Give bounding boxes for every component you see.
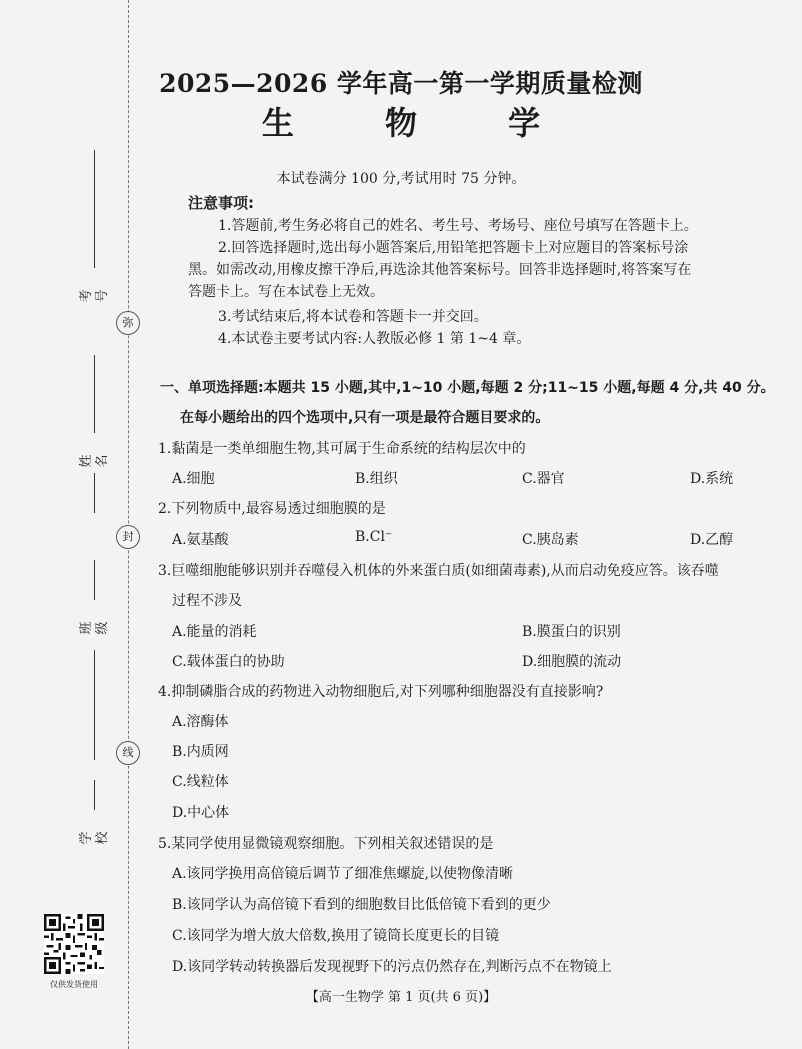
qr-code [44,914,104,974]
exam-info: 本试卷满分 100 分,考试用时 75 分钟。 [276,171,526,187]
notice-item: 2.回答选择题时,选出每小题答案后,用铅笔把答题卡上对应题目的答案标号涂 [218,240,689,256]
notice-item: 4.本试卷主要考试内容:人教版必修 1 第 1~4 章。 [218,331,531,347]
option-a[interactable]: A.该同学换用高倍镜后调节了细准焦螺旋,以使物像清晰 [172,866,514,882]
option-d[interactable]: D.该同学转动转换器后发现视野下的污点仍然存在,判断污点不在物镜上 [172,959,612,975]
question-stem: 3.巨噬细胞能够识别并吞噬侵入机体的外来蛋白质(如细菌毒素),从而启动免疫应答。该吞噬 [158,563,719,579]
option-b[interactable]: B.该同学认为高倍镜下看到的细胞数目比低倍镜下看到的更少 [172,897,551,913]
section-title: 一、单项选择题:本题共 15 小题,其中,1~10 小题,每题 2 分;11~15 小题,每题 4 分,共 40 分。 [160,380,775,396]
question-stem-continued: 过程不涉及 [172,593,242,609]
field-label: 姓名 [79,454,110,468]
option-b[interactable]: B.组织 [355,471,398,487]
option-c[interactable]: C.器官 [522,471,565,487]
field-line [94,650,95,760]
question-stem: 5.某同学使用显微镜观察细胞。下列相关叙述错误的是 [158,836,494,852]
notice-item: 黑。如需改动,用橡皮擦干净后,再选涂其他答案标号。回答非选择题时,将答案写在 [188,262,692,278]
exam-title: 2025—2026 学年高一第一学期质量检测 [159,69,643,98]
option-d[interactable]: D.中心体 [172,805,230,821]
section-subtitle: 在每小题给出的四个选项中,只有一项是最符合题目要求的。 [180,410,550,426]
field-school[interactable] [79,780,110,870]
field-line [94,560,95,600]
option-a[interactable]: A.能量的消耗 [172,624,257,640]
field-label: 考号 [79,289,110,303]
seal-feng: 封 [116,525,140,549]
option-a[interactable]: A.氨基酸 [172,532,229,548]
option-d[interactable]: D.系统 [690,471,734,487]
field-line [94,473,95,513]
question-stem: 4.抑制磷脂合成的药物进入动物细胞后,对下列哪种细胞器没有直接影响? [158,684,604,700]
field-label: 学校 [79,831,110,845]
field-line [94,355,95,433]
page-footer: 【高一生物学 第 1 页(共 6 页)】 [305,990,497,1005]
question-stem: 2.下列物质中,最容易透过细胞膜的是 [158,501,386,517]
seal-xian: 线 [116,741,140,765]
seal-mi: 弥 [116,311,140,335]
notice-item: 3.考试结束后,将本试卷和答题卡一并交回。 [218,309,488,325]
option-c[interactable]: C.胰岛素 [522,532,579,548]
notice-item: 答题卡上。写在本试卷上无效。 [188,284,384,300]
option-b[interactable]: B.内质网 [172,744,229,760]
field-label: 班级 [79,621,110,635]
question-stem: 1.黏菌是一类单细胞生物,其可属于生命系统的结构层次中的 [158,441,526,457]
option-d[interactable]: D.细胞膜的流动 [522,654,622,670]
option-c[interactable]: C.该同学为增大放大倍数,换用了镜筒长度更长的目镜 [172,928,500,944]
option-a[interactable]: A.细胞 [172,471,215,487]
option-b[interactable]: B.Cl⁻ [355,529,393,545]
notice-heading: 注意事项: [188,194,254,212]
option-c[interactable]: C.载体蛋白的协助 [172,654,285,670]
notice-item: 1.答题前,考生务必将自己的姓名、考生号、考场号、座位号填写在答题卡上。 [218,218,698,234]
field-line [94,780,95,810]
option-d[interactable]: D.乙醇 [690,532,734,548]
field-class[interactable] [79,560,110,760]
option-b[interactable]: B.膜蛋白的识别 [522,624,621,640]
option-a[interactable]: A.溶酶体 [172,714,229,730]
subject-title: 生 物 学 [261,104,581,142]
field-name[interactable] [79,355,110,515]
option-c[interactable]: C.线粒体 [172,774,229,790]
qr-caption: 仅供发货使用 [50,980,98,989]
